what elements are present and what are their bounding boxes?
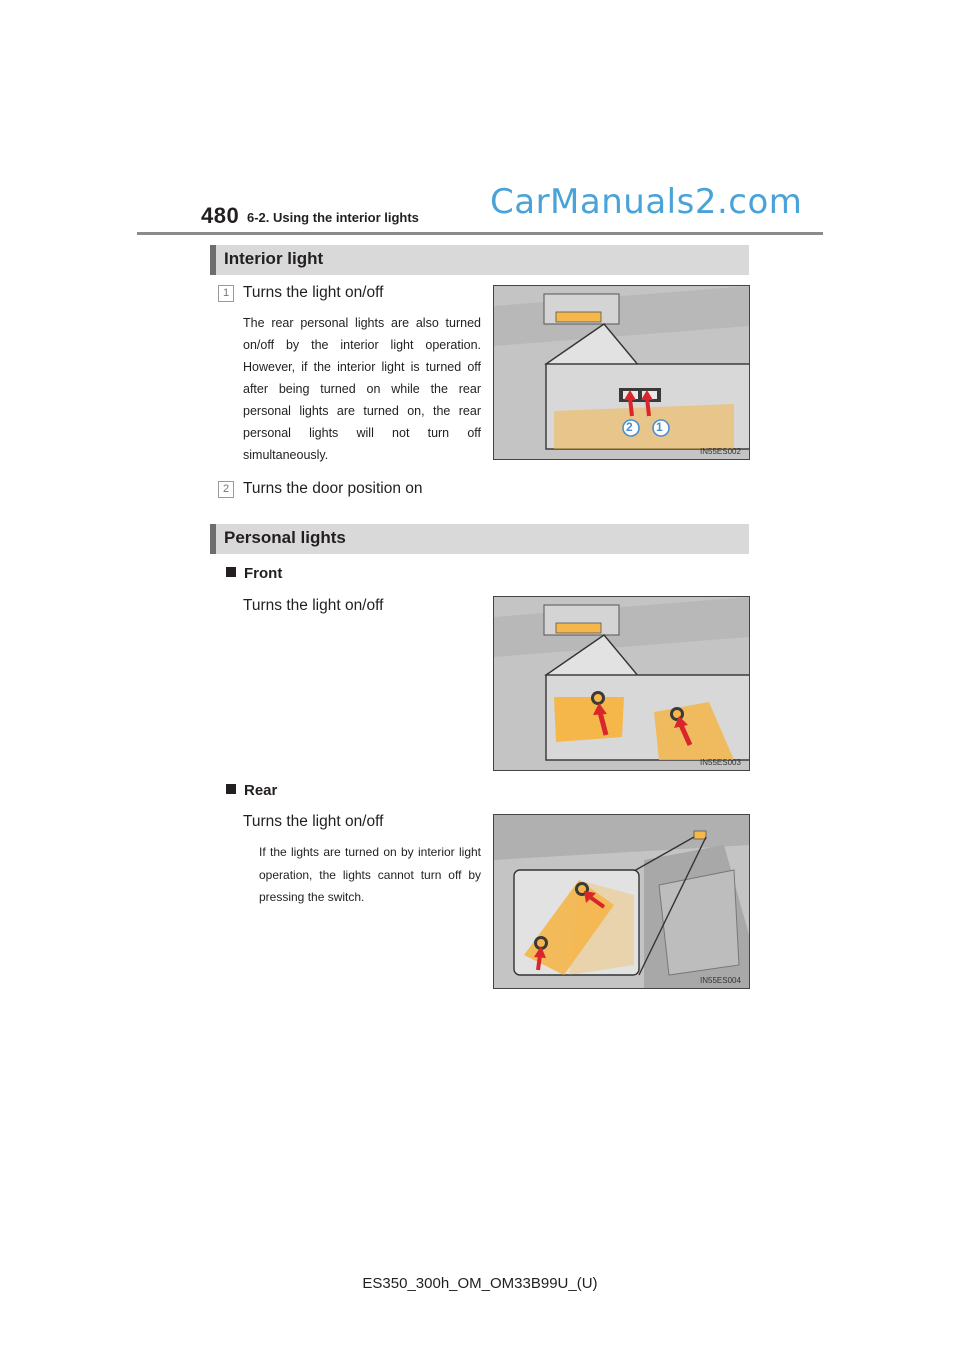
item-number-badge: 1 xyxy=(218,285,234,302)
illustration-code: IN55ES004 xyxy=(700,976,741,985)
item-label: Turns the light on/off xyxy=(243,813,384,830)
item-description: The rear personal lights are also turned on/off by the interior light operation. However, if the interior light is turned off after being turned on while the rear personal lights are turned on, the rear personal lights will not turn off simultaneously. xyxy=(243,316,481,462)
watermark: CarManuals2.com xyxy=(490,182,803,222)
subheading-rear: Rear xyxy=(226,782,277,799)
item-description: If the lights are turned on by interior light operation, the lights cannot turn off by pressing the switch. xyxy=(259,845,481,904)
section-heading-personal-lights xyxy=(210,524,749,554)
item-label: Turns the light on/off xyxy=(243,284,384,301)
interior-light-illustration xyxy=(493,285,750,460)
callout-1: 1 xyxy=(656,420,663,434)
section-heading-interior-light xyxy=(210,245,749,275)
page-number: 480 xyxy=(201,203,240,228)
document-code: ES350_300h_OM_OM33B99U_(U) xyxy=(362,1275,598,1292)
item-label: Turns the light on/off xyxy=(243,597,384,614)
illustration-code: IN55ES002 xyxy=(700,447,741,456)
header-rule xyxy=(137,232,823,235)
section-title: Interior light xyxy=(224,249,324,268)
section-reference: 6-2. Using the interior lights xyxy=(247,210,419,225)
front-personal-lights-illustration xyxy=(493,596,750,771)
square-bullet-icon xyxy=(226,784,236,794)
item-label: Turns the door position on xyxy=(243,480,423,497)
square-bullet-icon xyxy=(226,567,236,577)
illustration-code: IN55ES003 xyxy=(700,758,741,767)
section-title: Personal lights xyxy=(224,528,346,547)
subheading-front: Front xyxy=(226,565,282,582)
rear-personal-lights-illustration xyxy=(493,814,750,989)
item-number-badge: 2 xyxy=(218,481,234,498)
callout-2: 2 xyxy=(626,420,633,434)
